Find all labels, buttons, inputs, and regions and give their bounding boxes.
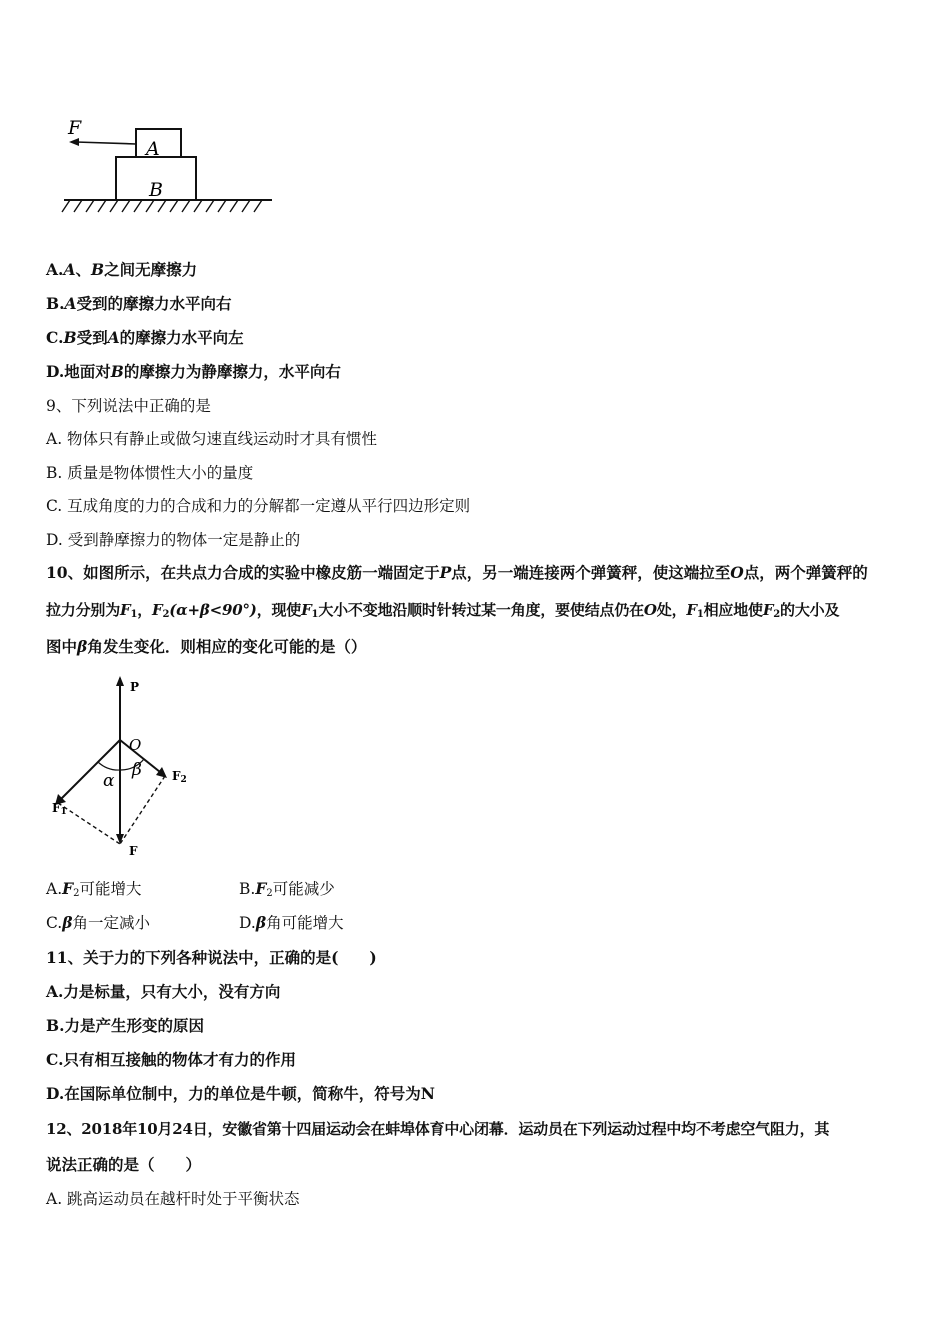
q10-option-c: C.β角一定减小 [46,913,151,932]
q9-option-d: D. 受到静摩擦力的物体一定是静止的 [46,531,301,549]
force-label-f: F [68,117,82,139]
figure-blocks [60,110,280,220]
block-b-label: B [149,179,163,201]
q10-stem-line2: 拉力分别为$F_1$，$F_2(\alpha+\beta<90^\circ)$，现使$F_1$大小不变地沿顺时针转过某一角度，要使结点仍在O处，$F_1$相应地使$F_2$的大小及 [46,601,840,620]
q11-stem: 11、关于力的下列各种说法中，正确的是( ) [46,948,377,967]
q10-stem-line3: 图中β角发生变化．则相应的变化可能的是（） [46,637,367,656]
label-alpha: α [103,771,115,791]
q10-option-a: $A.F_2$可能增大 [46,879,142,899]
q9-option-a: A. 物体只有静止或做匀速直线运动时才具有惯性 [46,430,378,448]
label-p: P [130,680,140,694]
q11-option-b: B.力是产生形变的原因 [46,1016,204,1035]
q10-option-b: $B.F_2$可能减少 [239,879,335,899]
label-f1: F1 [52,801,67,817]
q9-option-c: C. 互成角度的力的合成和力的分解都一定遵从平行四边形定则 [46,497,471,515]
q8-option-b: B.A受到的摩擦力水平向右 [46,294,232,313]
q12-option-a: A. 跳高运动员在越杆时处于平衡状态 [46,1190,300,1208]
q11-option-c: C.只有相互接触的物体才有力的作用 [46,1050,296,1069]
q8-option-a: A.A、B之间无摩擦力 [46,260,198,279]
q9-stem: 9、下列说法中正确的是 [46,397,211,415]
q11-option-a: A.力是标量，只有大小，没有方向 [46,982,281,1001]
q10-option-d: D.β角可能增大 [239,913,344,932]
label-o: O [129,736,142,754]
q12-stem-line1: 12、2018年10月24日，安徽省第十四届运动会在蚌埠体育中心闭幕．运动员在下列运动过程中均不考虑空气阻力，其 [46,1120,830,1138]
q11-option-d: D.在国际单位制中，力的单位是牛顿，简称牛，符号为N [46,1084,435,1103]
q10-stem-line1: 10、如图所示，在共点力合成的实验中橡皮筋一端固定于P点，另一端连接两个弹簧秤，使这端拉至O点，两个弹簧秤的 [46,563,868,582]
q8-option-d: D.地面对B的摩擦力为静摩擦力，水平向右 [46,362,341,381]
q8-option-c: C.B受到A的摩擦力水平向左 [46,328,244,347]
label-f2: F2 [172,769,187,785]
figure-force-parallelogram [40,672,210,862]
block-a-label: A [146,138,160,160]
label-beta: β [132,760,142,780]
label-f: F [129,844,138,858]
q12-stem-line2: 说法正确的是（ ） [46,1155,202,1174]
q9-option-b: B. 质量是物体惯性大小的量度 [46,464,254,482]
